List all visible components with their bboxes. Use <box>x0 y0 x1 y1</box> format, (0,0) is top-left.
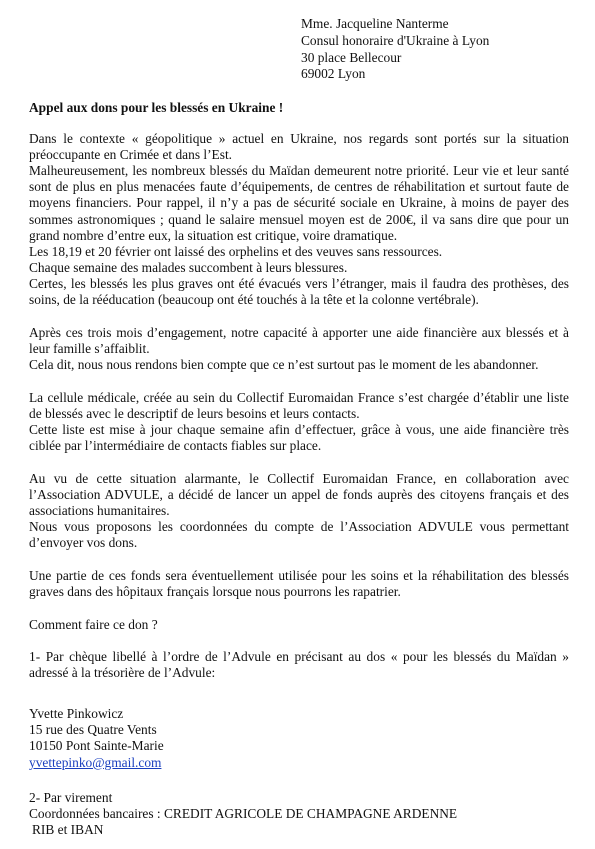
paragraph-how-to-donate: Comment faire ce don ? <box>29 617 158 632</box>
paragraph-evacuated: Certes, les blessés les plus graves ont été évacués vers l’étranger, mais il faudra des prothèses, des soins, de la rééducation (beaucoup ont été touchés à la tête et la colonne vertébrale). <box>29 276 569 308</box>
treasurer-name: Yvette Pinkowicz <box>29 706 124 721</box>
transfer-block <box>29 790 569 839</box>
paragraph-cheque-instructions: 1- Par chèque libellé à l’ordre de l’Advule en précisant au dos « pour les blessés du Maïdan » adressé à la trésorière de l’Advule: <box>29 649 569 681</box>
paragraph-context: Dans le contexte « géopolitique » actuel en Ukraine, nos regards sont portés sur la situation préoccupante en Crimée et dans l’Est. <box>29 131 569 163</box>
treasurer-city: 10150 Pont Sainte-Marie <box>29 738 164 754</box>
paragraph-medical-cell: La cellule médicale, créée au sein du Collectif Euromaidan France s’est chargée d’établir une liste de blessés avec le descriptif de leurs besoins et leurs contacts. <box>29 390 569 422</box>
paragraph-repatriation: Une partie de ces fonds sera éventuellement utilisée pour les soins et la réhabilitation des blessés graves dans des hôpitaux français lorsque nous pourrons les rapatrier. <box>29 568 569 600</box>
treasurer-address-block <box>29 706 569 771</box>
paragraph-orphans: Les 18,19 et 20 février ont laissé des orphelins et des veuves sans ressources. <box>29 244 443 259</box>
rib-iban-label: RIB et IBAN <box>32 822 104 838</box>
paragraph-account-details: Nous vous proposons les coordonnées du compte de l’Association ADVULE vous permettant d’envoyer vos dons. <box>29 519 569 551</box>
treasurer-street: 15 rue des Quatre Vents <box>29 722 157 738</box>
address-line-city: 69002 Lyon <box>301 66 366 82</box>
recipient-address-block <box>301 16 581 83</box>
paragraph-priority: Malheureusement, les nombreux blessés du Maïdan demeurent notre priorité. Leur vie et leur santé sont de plus en plus menacées faute d’équipements, de centres de réhabilitation et surtout faute de moyens financiers. Pour rappel, il n’y a pas de sécurité sociale en Ukraine, à moins de payer des sommes astronomiques ; quand le salaire mensuel moyen est de 200€, il va sans dire que pour un grand nombre d’entre eux, la situation est critique, voire dramatique. <box>29 163 569 243</box>
paragraph-weekly-list: Cette liste est mise à jour chaque semaine afin d’effectuer, grâce à vous, une aide financière très ciblée par l’intermédiaire de contacts fiables sur place. <box>29 422 569 454</box>
paragraph-weekly-deaths: Chaque semaine des malades succombent à leurs blessures. <box>29 260 348 275</box>
paragraph-not-abandon: Cela dit, nous nous rendons bien compte que ce n’est surtout pas le moment de les abandonner. <box>29 357 539 372</box>
bank-details: Coordonnées bancaires : CREDIT AGRICOLE DE CHAMPAGNE ARDENNE <box>29 806 458 822</box>
address-line-name: Mme. Jacqueline Nanterme <box>301 16 449 31</box>
address-line-title: Consul honoraire d'Ukraine à Lyon <box>301 32 490 48</box>
letter-title: Appel aux dons pour les blessés en Ukraine ! <box>29 100 284 115</box>
treasurer-email-link[interactable]: yvettepinko@gmail.com <box>29 754 162 770</box>
paragraph-engagement: Après ces trois mois d’engagement, notre capacité à apporter une aide financière aux blessés et à leur famille s’affaiblit. <box>29 325 569 357</box>
transfer-heading: 2- Par virement <box>29 790 113 805</box>
address-line-street: 30 place Bellecour <box>301 49 402 65</box>
paragraph-fundraising: Au vu de cette situation alarmante, le Collectif Euromaidan France, en collaboration avec l’Association ADVULE, a décidé de lancer un appel de fonds auprès des citoyens français et des associations humanitaires. <box>29 471 569 519</box>
